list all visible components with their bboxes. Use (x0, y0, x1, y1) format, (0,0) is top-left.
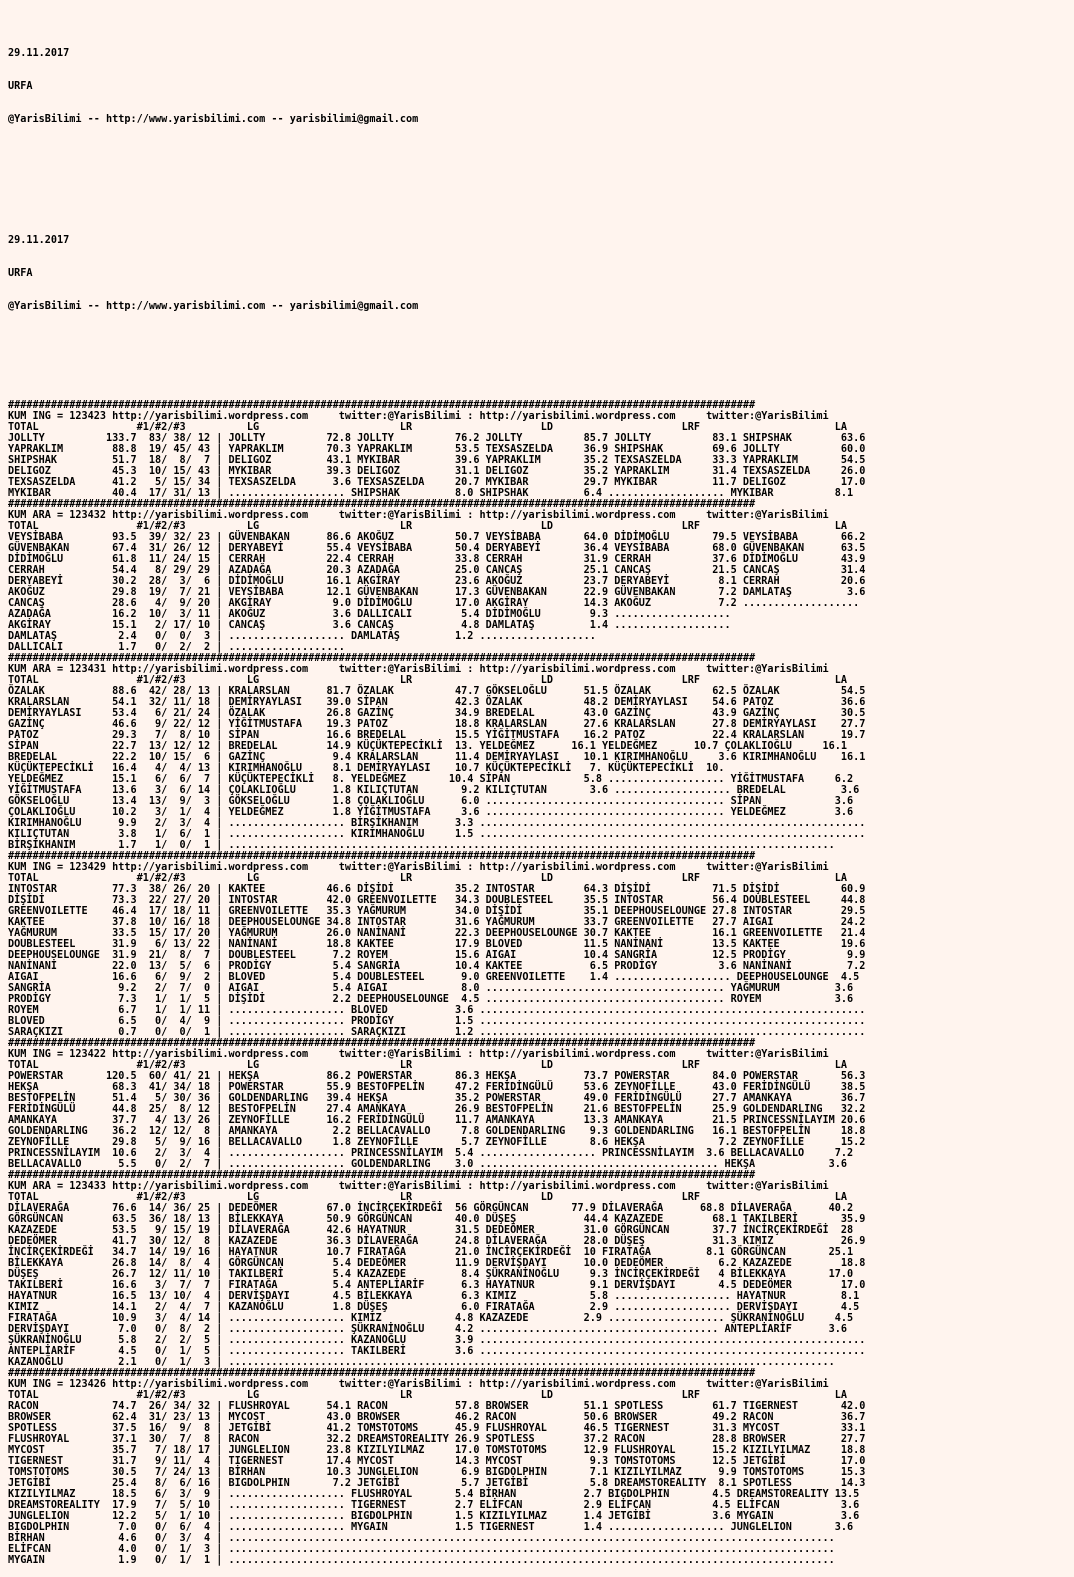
race-title: KUM ING = 123426 http://yarisbilimi.wordpress.com twitter:@YarisBilimi : http://yarisbilimi.wordpress.com twitter:@YarisBilimi (8, 1379, 829, 1390)
race-row: YELDEĞMEZ 15.1 6/ 6/ 7 | KÜÇÜKTEPECİKLİ 8. YELDEĞMEZ 10.4 SİPAN 5.8 ................... YİĞİTMUSTAFA 6.2 (8, 774, 854, 785)
race-table (8, 499, 865, 653)
race-row: ZEYNOFİLLE 29.8 5/ 9/ 16 | BELLACAVALLO 1.8 ZEYNOFİLLE 5.7 ZEYNOFİLLE 8.6 HEKŞA 7.2 ZEYNOFİLLE 15.2 (8, 1137, 866, 1148)
race-row: AKOĞUZ 29.8 19/ 7/ 21 | VEYSİBABA 12.1 GÜVENBAKAN 17.3 GÜVENBAKAN 22.9 GÜVENBAKAN 7.2 DAMLATAŞ 3.6 (8, 587, 866, 598)
race-row: ROYEM 6.7 1/ 1/ 11 | ................... BLOVED 3.6 ............................................................... (8, 1005, 866, 1016)
race-row: MYCOST 35.7 7/ 18/ 17 | JUNGLELION 23.8 KIZILYILMAZ 17.0 TOMSTOTOMS 12.9 FLUSHROYAL 15.2 KIZILYILMAZ 18.8 (8, 1445, 866, 1456)
separator-line: ########################################################################################################################## (8, 1368, 756, 1379)
race-row: BREDELAL 22.2 10/ 15/ 6 | GAZİNÇ 9.4 KRALARSLAN 11.4 DEMİRYAYLASI 10.1 KIRIMHANOĞLU 3.6 KIRIMHANOĞLU 16.1 (8, 752, 866, 763)
race-row: DERYABEYİ 30.2 28/ 3/ 6 | DİDİMOĞLU 16.1 AKGİRAY 23.6 AKOĞUZ 23.7 DERYABEYİ 8.1 CERRAH 20.6 (8, 576, 866, 587)
race-row: DEDEÖMER 41.7 30/ 12/ 8 | KAZAZEDE 36.3 DİLAVERAĞA 24.8 DİLAVERAĞA 28.0 DÜŞEŞ 31.3 KIMIZ 26.9 (8, 1236, 866, 1247)
race-title: KUM ARA = 123431 http://yarisbilimi.wordpress.com twitter:@YarisBilimi : http://yarisbilimi.wordpress.com twitter:@YarisBilimi (8, 664, 829, 675)
report-date: 29.11.2017 (8, 48, 70, 59)
race-row: JETGİBİ 25.4 8/ 6/ 16 | BIGDOLPHIN 7.2 JETGİBİ 5.7 JETGİBİ 5.8 DREAMSTOREALITY 8.1 SPOTLESS 14.3 (8, 1478, 866, 1489)
separator-line: ########################################################################################################################## (8, 1170, 756, 1181)
race-row: KRALARSLAN 54.1 32/ 11/ 18 | DEMİRYAYLASI 39.0 SİPAN 42.3 ÖZALAK 48.2 DEMİRYAYLASI 54.6 PATOZ 36.6 (8, 697, 866, 708)
race-report-document (8, 4, 865, 1577)
race-row: KIRIMHANOĞLU 9.9 2/ 3/ 4 | ................... BİRŞİKHANIM 3.3 ............................................................... (8, 818, 866, 829)
race-row: SİPAN 22.7 13/ 12/ 12 | BREDELAL 14.9 KÜÇÜKTEPECİKLİ 13. YELDEĞMEZ 16.1 YELDEĞMEZ 10.7 ÇOLAKLIOĞLU 16.1 (8, 741, 847, 752)
separator-line: ########################################################################################################################## (8, 1038, 756, 1049)
header-block (8, 213, 865, 334)
race-row: CANCAŞ 28.6 4/ 9/ 20 | AKGİRAY 9.0 DİDİMOĞLU 17.0 AKGİRAY 14.3 AKOĞUZ 7.2 ................... (8, 598, 860, 609)
race-row: JOLLTY 133.7 83/ 38/ 12 | JOLLTY 72.8 JOLLTY 76.2 JOLLTY 85.7 JOLLTY 83.1 SHIPSHAK 63.6 (8, 433, 866, 444)
race-row: INTOSTAR 77.3 38/ 26/ 20 | KAKTEE 46.6 DİŞİDİ 35.2 INTOSTAR 64.3 DİŞİDİ 71.5 DİŞİDİ 60.9 (8, 884, 866, 895)
race-row: AKGİRAY 15.1 2/ 17/ 10 | CANCAŞ 3.6 CANCAŞ 4.8 DAMLATAŞ 1.4 ................... (8, 620, 731, 631)
column-headers: TOTAL #1/#2/#3 LG LR LD LRF LA (8, 422, 847, 433)
race-row: GÖKSELOĞLU 13.4 13/ 9/ 3 | GÖKSELOĞLU 1.8 ÇOLAKLIOĞLU 6.0 ....................................... SİPAN 3.6 (8, 796, 854, 807)
race-row: GÖRGÜNCAN 63.5 36/ 18/ 13 | BİLEKKAYA 50.9 GÖRGÜNCAN 40.0 DÜŞEŞ 44.4 KAZAZEDE 68.1 TAKILBERİ 35.9 (8, 1214, 866, 1225)
race-row: AMANKAYA 37.7 4/ 13/ 26 | ZEYNOFİLLE 16.2 FERİDİNGÜLÜ 11.7 AMANKAYA 13.3 AMANKAYA 21.5 PRINCESSNİLAYIM 20.6 (8, 1115, 866, 1126)
race-row: BLOVED 6.5 0/ 4/ 9 | ................... PRODİGY 1.5 ............................................................... (8, 1016, 866, 1027)
race-row: ÇOLAKLIOĞLU 10.2 3/ 1/ 4 | YELDEĞMEZ 1.8 YİĞİTMUSTAFA 3.6 ....................................... YELDEĞMEZ 3.6 (8, 807, 854, 818)
race-tables (8, 400, 865, 1566)
race-row: POWERSTAR 120.5 60/ 41/ 21 | HEKŞA 86.2 POWERSTAR 86.3 HEKŞA 73.7 POWERSTAR 84.0 POWERSTAR 56.3 (8, 1071, 866, 1082)
race-row: MYKIBAR 40.4 17/ 31/ 13 | ................... SHIPSHAK 8.0 SHIPSHAK 6.4 ................... MYKIBAR 8.1 (8, 488, 854, 499)
race-row: BİLEKKAYA 26.8 14/ 8/ 4 | GÖRGÜNCAN 5.4 DEDEÖMER 11.9 DERVİŞDAYI 10.0 DEDEÖMER 6.2 KAZAZEDE 18.8 (8, 1258, 866, 1269)
race-row: DAMLATAŞ 2.4 0/ 0/ 3 | ................... DAMLATAŞ 1.2 ................... (8, 631, 596, 642)
race-row: CERRAH 54.4 8/ 29/ 29 | AZADAĞA 20.3 AZADAĞA 25.0 CANCAŞ 25.1 CANCAŞ 21.5 CANCAŞ 31.4 (8, 565, 866, 576)
race-row: AZADAĞA 16.2 10/ 3/ 11 | AKOĞUZ 3.6 DALLICALI 5.4 DİDİMOĞLU 9.3 ................... (8, 609, 731, 620)
race-row: PRINCESSNİLAYIM 10.6 2/ 3/ 4 | ................... PRINCESSNİLAYIM 5.4 ................... PRINCESSNİLAYIM 3.6 BELLACAVALLO 7.2 (8, 1148, 854, 1159)
report-contact: @YarisBilimi -- http://www.yarisbilimi.com -- yarisbilimi@gmail.com (8, 301, 419, 312)
race-title: KUM ING = 123423 http://yarisbilimi.wordpress.com twitter:@YarisBilimi : http://yarisbilimi.wordpress.com twitter:@YarisBilimi (8, 411, 829, 422)
race-row: DİŞİDİ 73.3 22/ 27/ 20 | INTOSTAR 42.0 GREENVOILETTE 34.3 DOUBLESTEEL 35.5 INTOSTAR 56.4 DOUBLESTEEL 44.8 (8, 895, 866, 906)
report-date: 29.11.2017 (8, 235, 70, 246)
race-row: YİĞİTMUSTAFA 13.6 3/ 6/ 14 | ÇOLAKLIOĞLU 1.8 KILIÇTUTAN 9.2 KILIÇTUTAN 3.6 ................... BREDELAL 3.6 (8, 785, 860, 796)
race-row: HEKŞA 68.3 41/ 34/ 18 | POWERSTAR 55.9 BESTOFPELİN 47.2 FERİDİNGÜLÜ 53.6 ZEYNOFİLLE 43.0 FERİDİNGÜLÜ 38.5 (8, 1082, 866, 1093)
race-row: DEMİRYAYLASI 53.4 6/ 21/ 24 | ÖZALAK 26.8 GAZİNÇ 34.9 BREDELAL 43.0 GAZİNÇ 43.9 GAZİNÇ 30.5 (8, 708, 866, 719)
race-row: BIGDOLPHIN 7.0 0/ 6/ 4 | ................... MYGAIN 1.5 TIGERNEST 1.4 ................... JUNGLELION 3.6 (8, 1522, 854, 1533)
column-headers: TOTAL #1/#2/#3 LG LR LD LRF LA (8, 675, 847, 686)
column-headers: TOTAL #1/#2/#3 LG LR LD LRF LA (8, 873, 847, 884)
race-row: KAZAZEDE 53.5 9/ 15/ 19 | DİLAVERAĞA 42.6 HAYATNUR 31.5 DEDEÖMER 31.0 GÖRGÜNCAN 37.7 İNCİRÇEKİRDEĞİ 28 (8, 1225, 854, 1236)
race-row: FIRATAĞA 10.9 3/ 4/ 14 | ................... KIMIZ 4.8 KAZAZEDE 2.9 ................... ŞÜKRANİNOĞLU 4.5 (8, 1313, 854, 1324)
race-row: ANTEPLİARİF 4.5 0/ 1/ 5 | ................... TAKILBERİ 3.6 ............................................................... (8, 1346, 866, 1357)
race-row: BESTOFPELİN 51.4 5/ 30/ 36 | GOLDENDARLING 39.4 HEKŞA 35.2 POWERSTAR 49.0 FERİDİNGÜLÜ 27.7 AMANKAYA 36.7 (8, 1093, 866, 1104)
race-row: DOUBLESTEEL 31.9 6/ 13/ 22 | NANİNANİ 18.8 KAKTEE 17.9 BLOVED 11.5 NANİNANİ 13.5 KAKTEE 19.6 (8, 939, 866, 950)
race-table (8, 400, 865, 499)
report-city: URFA (8, 81, 33, 92)
race-table (8, 1170, 865, 1368)
race-title: KUM ARA = 123433 http://yarisbilimi.wordpress.com twitter:@YarisBilimi : http://yarisbilimi.wordpress.com twitter:@YarisBilimi (8, 1181, 829, 1192)
race-table (8, 1038, 865, 1170)
report-contact: @YarisBilimi -- http://www.yarisbilimi.com -- yarisbilimi@gmail.com (8, 114, 419, 125)
race-row: BİRŞİKHANIM 1.7 1/ 0/ 1 | ................................................................................................... (8, 840, 835, 851)
race-row: DALLICALI 1.7 0/ 2/ 2 | ................... (8, 642, 345, 653)
race-row: TEXSASZELDA 41.2 5/ 15/ 34 | TEXSASZELDA 3.6 TEXSASZELDA 20.7 MYKIBAR 29.7 MYKIBAR 11.7 DELIGOZ 17.0 (8, 477, 866, 488)
race-row: ÖZALAK 88.6 42/ 28/ 13 | KRALARSLAN 81.7 ÖZALAK 47.7 GÖKSELOĞLU 51.5 ÖZALAK 62.5 ÖZALAK 54.5 (8, 686, 866, 697)
race-row: TAKILBERİ 16.6 3/ 7/ 7 | FIRATAĞA 5.4 ANTEPLİARİF 6.3 HAYATNUR 9.1 DERVİŞDAYI 4.5 DEDEÖMER 17.0 (8, 1280, 866, 1291)
race-row: MYGAIN 1.9 0/ 1/ 1 | ................................................................................................... (8, 1555, 835, 1566)
race-row: DİDİMOĞLU 61.8 11/ 24/ 15 | CERRAH 22.4 CERRAH 33.8 CERRAH 31.9 CERRAH 37.6 DİDİMOĞLU 43.9 (8, 554, 866, 565)
race-row: DREAMSTOREALITY 17.9 7/ 5/ 10 | ................... TIGERNEST 2.7 ELİFCAN 2.9 ELİFCAN 4.5 ELİFCAN 3.6 (8, 1500, 860, 1511)
race-row: SHIPSHAK 51.7 18/ 8/ 7 | DELIGOZ 43.1 MYKIBAR 39.6 YAPRAKLIM 35.2 TEXSASZELDA 33.3 YAPRAKLIM 54.5 (8, 455, 866, 466)
race-row: PRODİGY 7.3 1/ 1/ 5 | DİŞİDİ 2.2 DEEPHOUSELOUNGE 4.5 ....................................... ROYEM 3.6 (8, 994, 854, 1005)
race-row: PATOZ 29.3 7/ 8/ 10 | SİPAN 16.6 BREDELAL 15.5 YİĞİTMUSTAFA 16.2 PATOZ 22.4 KRALARSLAN 19.7 (8, 730, 866, 741)
race-title: KUM ARA = 123432 http://yarisbilimi.wordpress.com twitter:@YarisBilimi : http://yarisbilimi.wordpress.com twitter:@YarisBilimi (8, 510, 829, 521)
race-row: KAZANOĞLU 2.1 0/ 1/ 3 | ................................................................................................... (8, 1357, 835, 1368)
separator-line: ########################################################################################################################## (8, 851, 756, 862)
race-row: KÜÇÜKTEPECİKLİ 16.4 4/ 4/ 13 | KIRIMHANOĞLU 8.1 DEMİRYAYLASI 10.7 KÜÇÜKTEPECİKLİ 7. KÜÇÜKTEPECİKLİ 10. (8, 763, 725, 774)
race-row: SANGRİA 9.2 2/ 7/ 0 | AIGAI 5.4 AIGAI 8.0 ....................................... YAĞMURUM 3.6 (8, 983, 854, 994)
race-row: YAPRAKLIM 88.8 19/ 45/ 43 | YAPRAKLIM 70.3 YAPRAKLIM 53.5 TEXSASZELDA 36.9 SHIPSHAK 69.6 JOLLTY 60.0 (8, 444, 866, 455)
spacer (8, 356, 865, 378)
race-row: SPOTLESS 37.5 16/ 9/ 8 | JETGİBİ 41.2 TOMSTOTOMS 45.9 FLUSHROYAL 46.5 TIGERNEST 31.3 MYCOST 33.1 (8, 1423, 866, 1434)
race-row: KIMIZ 14.1 2/ 4/ 7 | KAZANOĞLU 1.8 DÜŞEŞ 6.0 FIRATAĞA 2.9 ................... DERVİŞDAYI 4.5 (8, 1302, 860, 1313)
separator-line: ########################################################################################################################## (8, 499, 756, 510)
race-title: KUM ING = 123422 http://yarisbilimi.wordpress.com twitter:@YarisBilimi : http://yarisbilimi.wordpress.com twitter:@YarisBilimi (8, 1049, 829, 1060)
race-title: KUM ING = 123429 http://yarisbilimi.wordpress.com twitter:@YarisBilimi : http://yarisbilimi.wordpress.com twitter:@YarisBilimi (8, 862, 829, 873)
race-row: YAĞMURUM 33.5 15/ 17/ 20 | YAĞMURUM 26.0 NANİNANİ 22.3 DEEPHOUSELOUNGE 30.7 KAKTEE 16.1 GREENVOILETTE 21.4 (8, 928, 866, 939)
race-row: TOMSTOTOMS 30.5 7/ 24/ 13 | BİRHAN 10.3 JUNGLELION 6.9 BIGDOLPHIN 7.1 KIZILYILMAZ 9.9 TOMSTOTOMS 15.3 (8, 1467, 866, 1478)
race-row: AIGAI 16.6 6/ 9/ 2 | BLOVED 5.4 DOUBLESTEEL 9.0 GREENVOILETTE 1.4 ................... DEEPHOUSELOUNGE 4.5 (8, 972, 860, 983)
race-row: ŞÜKRANİNOĞLU 5.8 2/ 2/ 5 | ................... KAZANOĞLU 3.9 ............................................................... (8, 1335, 866, 1346)
separator-line: ########################################################################################################################## (8, 653, 756, 664)
race-row: BİRHAN 4.6 0/ 3/ 4 | ................................................................................................... (8, 1533, 835, 1544)
header-block (8, 26, 865, 147)
race-row: DÜŞEŞ 26.7 12/ 11/ 10 | TAKILBERİ 5.4 KAZAZEDE 8.4 ŞÜKRANİNOĞLU 9.3 İNCİRÇEKİRDEĞİ 4 BİLEKKAYA 17.0 (8, 1269, 854, 1280)
race-table (8, 1368, 865, 1566)
race-row: GAZİNÇ 46.6 9/ 22/ 12 | YİĞİTMUSTAFA 19.3 PATOZ 18.8 KRALARSLAN 27.6 KRALARSLAN 27.8 DEMİRYAYLASI 27.7 (8, 719, 866, 730)
race-row: NANİNANİ 22.0 13/ 5/ 6 | PRODİGY 5.4 SANGRİA 10.4 KAKTEE 6.5 PRODİGY 3.6 NANİNANİ 7.2 (8, 961, 866, 972)
column-headers: TOTAL #1/#2/#3 LG LR LD LRF LA (8, 521, 847, 532)
race-row: KAKTEE 37.8 10/ 16/ 18 | DEEPHOUSELOUNGE 34.8 INTOSTAR 31.6 YAĞMURUM 33.7 GREENVOILETTE 27.7 AIGAI 24.2 (8, 917, 866, 928)
separator-line: ########################################################################################################################## (8, 400, 756, 411)
race-row: GOLDENDARLING 36.2 12/ 12/ 8 | AMANKAYA 2.2 BELLACAVALLO 7.8 GOLDENDARLING 9.3 GOLDENDARLING 16.1 BESTOFPELİN 18.8 (8, 1126, 866, 1137)
spacer (8, 169, 865, 191)
race-row: FERİDİNGÜLÜ 44.8 25/ 8/ 12 | BESTOFPELİN 27.4 AMANKAYA 26.9 BESTOFPELİN 21.6 BESTOFPELİN 25.9 GOLDENDARLING 32.2 (8, 1104, 866, 1115)
race-row: HAYATNUR 16.5 13/ 10/ 4 | DERVİŞDAYI 4.5 BİLEKKAYA 6.3 KIMIZ 5.8 ................... HAYATNUR 8.1 (8, 1291, 860, 1302)
race-row: KILIÇTUTAN 3.8 1/ 6/ 1 | ................... KIRIMHANOĞLU 1.5 ............................................................... (8, 829, 866, 840)
race-row: RACON 74.7 26/ 34/ 32 | FLUSHROYAL 54.1 RACON 57.8 BROWSER 51.1 SPOTLESS 61.7 TIGERNEST 42.0 (8, 1401, 866, 1412)
column-headers: TOTAL #1/#2/#3 LG LR LD LRF LA (8, 1192, 847, 1203)
column-headers: TOTAL #1/#2/#3 LG LR LD LRF LA (8, 1060, 847, 1071)
race-row: TIGERNEST 31.7 9/ 11/ 4 | TIGERNEST 17.4 MYCOST 14.3 MYCOST 9.3 TOMSTOTOMS 12.5 JETGİBİ 17.0 (8, 1456, 866, 1467)
race-row: ELİFCAN 4.0 0/ 1/ 3 | ................................................................................................... (8, 1544, 835, 1555)
race-row: DELIGOZ 45.3 10/ 15/ 43 | MYKIBAR 39.3 DELIGOZ 31.1 DELIGOZ 35.2 YAPRAKLIM 31.4 TEXSASZELDA 26.0 (8, 466, 866, 477)
race-row: BROWSER 62.4 31/ 23/ 13 | MYCOST 43.0 BROWSER 46.2 RACON 50.6 BROWSER 49.2 RACON 36.7 (8, 1412, 866, 1423)
race-row: GÜVENBAKAN 67.4 31/ 26/ 12 | DERYABEYİ 55.4 VEYSİBABA 50.4 DERYABEYİ 36.4 VEYSİBABA 68.0 GÜVENBAKAN 63.5 (8, 543, 866, 554)
race-row: DEEPHOUSELOUNGE 31.9 21/ 8/ 7 | DOUBLESTEEL 7.2 ROYEM 15.6 AIGAI 10.4 SANGRİA 12.5 PRODİGY 9.9 (8, 950, 866, 961)
race-row: BELLACAVALLO 5.5 0/ 2/ 7 | ................... GOLDENDARLING 3.0 ....................................... HEKŞA 3.6 (8, 1159, 847, 1170)
race-table (8, 653, 865, 851)
column-headers: TOTAL #1/#2/#3 LG LR LD LRF LA (8, 1390, 847, 1401)
race-row: FLUSHROYAL 37.1 30/ 7/ 8 | RACON 32.2 DREAMSTOREALITY 26.9 SPOTLESS 37.2 RACON 28.8 BROWSER 27.7 (8, 1434, 866, 1445)
report-city: URFA (8, 268, 33, 279)
race-table (8, 851, 865, 1038)
race-row: SARAÇKIZI 0.7 0/ 0/ 1 | ................... SARAÇKIZI 1.2 ............................................................... (8, 1027, 866, 1038)
race-row: İNCİRÇEKİRDEĞİ 34.7 14/ 19/ 16 | HAYATNUR 10.7 FIRATAĞA 21.0 İNCİRÇEKİRDEĞİ 10 FIRATAĞA 8.1 GÖRGÜNCAN 25.1 (8, 1247, 854, 1258)
race-row: DİLAVERAĞA 76.6 14/ 36/ 25 | DEDEÖMER 67.0 İNCİRÇEKİRDEĞİ 56 GÖRGÜNCAN 77.9 DİLAVERAĞA 68.8 DİLAVERAĞA 40.2 (8, 1203, 854, 1214)
race-row: KIZILYILMAZ 18.5 6/ 3/ 9 | ................... FLUSHROYAL 5.4 BİRHAN 2.7 BIGDOLPHIN 4.5 DREAMSTOREALITY 13.5 (8, 1489, 860, 1500)
race-row: DERVİŞDAYI 7.0 0/ 8/ 2 | ................... ŞÜKRANİNOĞLU 4.2 ....................................... ANTEPLİARİF 3.6 (8, 1324, 847, 1335)
race-row: JUNGLELION 12.2 5/ 1/ 10 | ................... BIGDOLPHIN 1.5 KIZILYILMAZ 1.4 JETGİBİ 3.6 MYGAIN 3.6 (8, 1511, 860, 1522)
race-row: VEYSİBABA 93.5 39/ 32/ 23 | GÜVENBAKAN 86.6 AKOĞUZ 50.7 VEYSİBABA 64.0 DİDİMOĞLU 79.5 VEYSİBABA 66.2 (8, 532, 866, 543)
race-row: GREENVOILETTE 46.4 17/ 18/ 11 | GREENVOILETTE 35.3 YAĞMURUM 34.0 DİŞİDİ 35.1 DEEPHOUSELOUNGE 27.8 INTOSTAR 29.5 (8, 906, 866, 917)
